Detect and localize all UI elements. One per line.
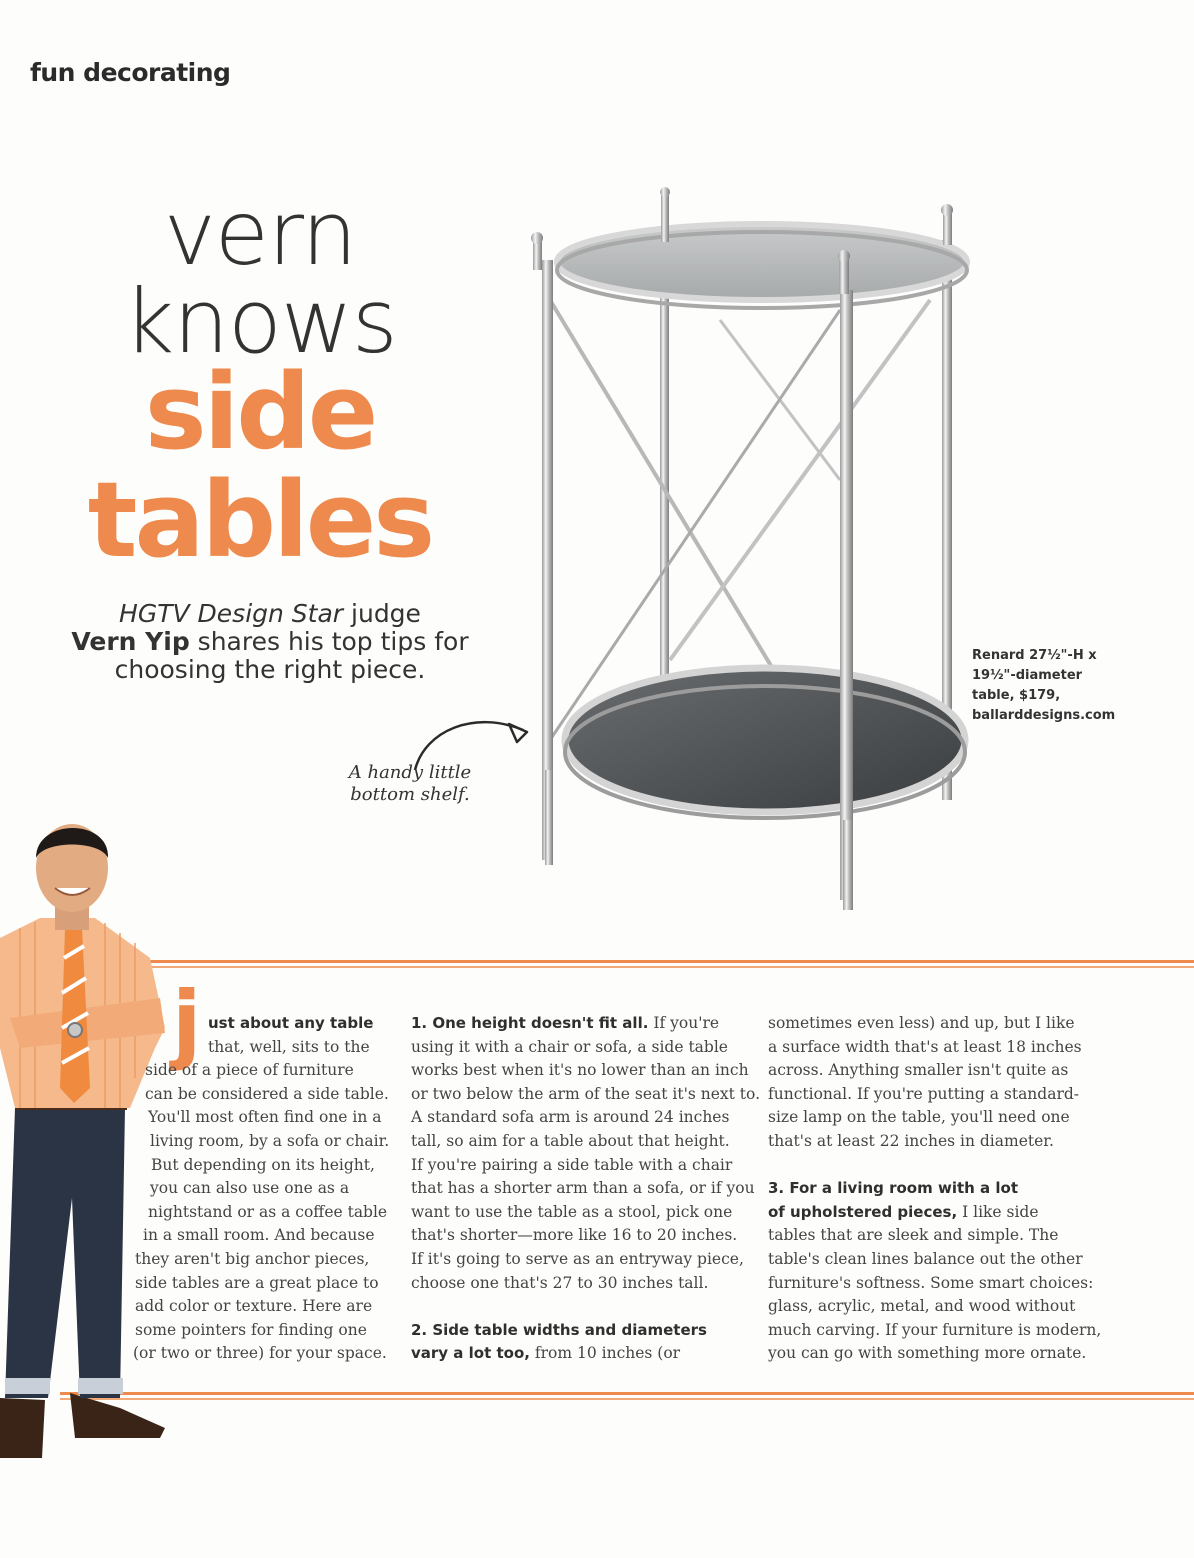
tip-line: If you're bbox=[648, 1014, 720, 1032]
caption-line-3: table, $179, bbox=[972, 688, 1061, 703]
tip-3 bbox=[768, 1177, 1113, 1366]
tips-column-2 bbox=[411, 1012, 761, 1390]
intro-line: you can also use one as a bbox=[150, 1179, 350, 1198]
tip-line: sometimes even less) and up, but I like bbox=[768, 1014, 1075, 1032]
drop-cap: j bbox=[172, 973, 202, 1073]
show-name: HGTV Design Star bbox=[119, 599, 344, 628]
tip-3-heading: 3. For a living room with a lot bbox=[768, 1179, 1018, 1198]
headline-line-2: knows bbox=[123, 270, 397, 373]
bottom-rule bbox=[60, 1392, 1194, 1400]
tip-line: If it's going to serve as an entryway piece, bbox=[411, 1249, 744, 1268]
intro-line: side tables are a great place to bbox=[135, 1273, 379, 1292]
top-rule bbox=[130, 960, 1194, 968]
intro-line: living room, by a sofa or chair. bbox=[150, 1131, 390, 1150]
note-line-2: bottom shelf. bbox=[350, 784, 470, 805]
tip-line: using it with a chair or sofa, a side table bbox=[411, 1037, 728, 1056]
tip-line: from 10 inches (or bbox=[529, 1344, 681, 1363]
intro-line: ust about any table bbox=[208, 1014, 374, 1032]
tip-line: functional. If you're putting a standard- bbox=[768, 1084, 1080, 1103]
product-caption bbox=[972, 646, 1172, 726]
section-label: fun decorating bbox=[30, 58, 231, 87]
tip-2-heading: 2. Side table widths and diameters bbox=[411, 1320, 707, 1339]
tip-line: tall, so aim for a table about that height. bbox=[411, 1131, 730, 1150]
tip-2 bbox=[411, 1319, 756, 1366]
deck-rest-2: choosing the right piece. bbox=[114, 655, 426, 684]
tip-line: glass, acrylic, metal, and wood without bbox=[768, 1297, 1076, 1316]
intro-line: that, well, sits to the bbox=[208, 1037, 370, 1056]
deck-judge: judge bbox=[343, 599, 421, 628]
intro-line: add color or texture. Here are bbox=[135, 1297, 373, 1316]
tip-2-heading-2: vary a lot too, bbox=[411, 1344, 530, 1363]
deck-text bbox=[60, 600, 480, 684]
tip-line: much carving. If your furniture is modern, bbox=[768, 1320, 1102, 1339]
intro-line: they aren't big anchor pieces, bbox=[135, 1249, 370, 1268]
tip-line: you can go with something more ornate. bbox=[768, 1344, 1087, 1363]
caption-line-4: ballarddesigns.com bbox=[972, 708, 1116, 723]
tip-line: that's at least 22 inches in diameter. bbox=[768, 1131, 1054, 1150]
intro-line: nightstand or as a coffee table bbox=[148, 1202, 388, 1221]
tip-line: or two below the arm of the seat it's next to. bbox=[411, 1084, 761, 1103]
side-table-photo bbox=[520, 180, 980, 920]
headline-line-4: tables bbox=[87, 459, 433, 581]
tip-line: tables that are sleek and simple. The bbox=[768, 1226, 1059, 1245]
tip-line: I like side bbox=[957, 1202, 1039, 1221]
intro-line: You'll most often find one in a bbox=[148, 1108, 382, 1127]
tip-line: choose one that's 27 to 30 inches tall. bbox=[411, 1273, 709, 1292]
tip-3-heading-2: of upholstered pieces, bbox=[768, 1202, 958, 1221]
tip-line: that has a shorter arm than a sofa, or if you bbox=[411, 1179, 755, 1198]
designer-name: Vern Yip bbox=[71, 627, 190, 656]
intro-line: (or two or three) for your space. bbox=[133, 1344, 387, 1363]
note-line-1: A handy little bbox=[348, 762, 472, 783]
headline-line-1: vern bbox=[163, 182, 357, 285]
tip-line: across. Anything smaller isn't quite as bbox=[768, 1061, 1069, 1080]
tip-line: table's clean lines balance out the other bbox=[768, 1249, 1083, 1268]
intro-line: some pointers for finding one bbox=[135, 1320, 367, 1339]
intro-line: But depending on its height, bbox=[151, 1155, 375, 1174]
headline-line-3: side bbox=[144, 351, 376, 473]
intro-line: can be considered a side table. bbox=[145, 1084, 389, 1103]
tip-1 bbox=[411, 1012, 761, 1295]
intro-line: in a small room. And because bbox=[143, 1226, 375, 1245]
caption-line-1: Renard 27½"-H x bbox=[972, 648, 1097, 663]
tip-line: a surface width that's at least 18 inches bbox=[768, 1037, 1082, 1056]
tip-line: want to use the table as a stool, pick one bbox=[411, 1202, 733, 1221]
tip-2-continued bbox=[768, 1012, 1113, 1154]
tip-line: If you're pairing a side table with a chair bbox=[411, 1155, 733, 1174]
intro-line: side of a piece of furniture bbox=[145, 1061, 354, 1080]
intro-column bbox=[130, 1012, 392, 1366]
tips-column-3 bbox=[768, 1012, 1113, 1390]
handwritten-note bbox=[330, 762, 490, 806]
tip-line: size lamp on the table, you'll need one bbox=[768, 1108, 1070, 1127]
deck-rest-1: shares his top tips for bbox=[189, 627, 469, 656]
tip-1-heading: 1. One height doesn't fit all. bbox=[411, 1014, 649, 1032]
caption-line-2: 19½"-diameter bbox=[972, 668, 1083, 683]
tip-line: that's shorter—more like 16 to 20 inches. bbox=[411, 1226, 738, 1245]
tip-line: A standard sofa arm is around 24 inches bbox=[411, 1108, 730, 1127]
tip-line: furniture's softness. Some smart choices: bbox=[768, 1273, 1094, 1292]
tip-line: works best when it's no lower than an inch bbox=[411, 1061, 749, 1080]
